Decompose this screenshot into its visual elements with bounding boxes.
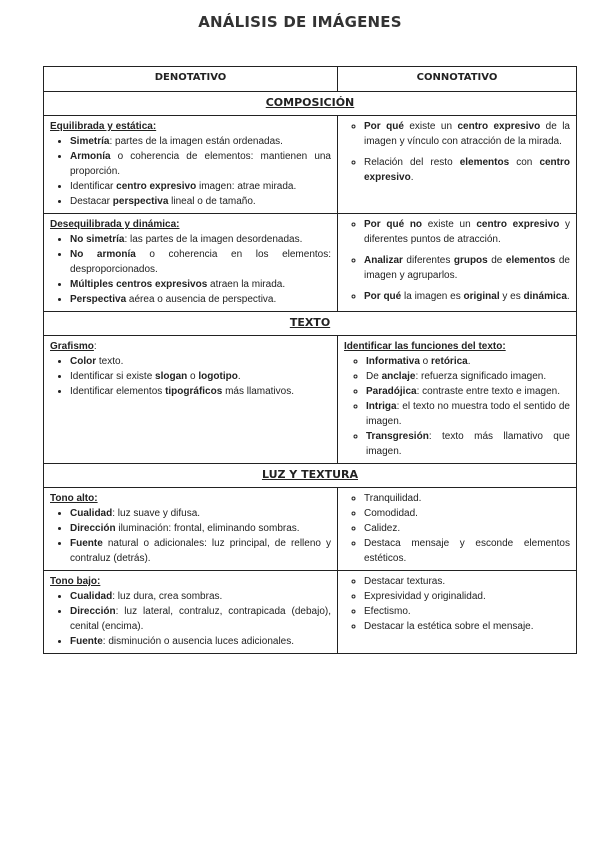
list-item: • Identificar centro expresivo imagen: atrae mirada. xyxy=(70,179,331,194)
list-item: ◦ Comodidad. xyxy=(364,506,570,521)
table-row xyxy=(44,336,577,464)
list-item: • Destacar perspectiva lineal o de tamaño. xyxy=(70,194,331,209)
list-item: ◦ Destacar la estética sobre el mensaje. xyxy=(364,619,570,634)
section-header-texto: TEXTO xyxy=(44,312,577,336)
denotativo-cell-tono-bajo xyxy=(44,571,338,654)
list-item: ◦ De anclaje: refuerza significado imagen. xyxy=(366,369,570,384)
list-item: ◦ Destaca mensaje y esconde elementos estéticos. xyxy=(364,536,570,566)
section-header-luz-textura: LUZ Y TEXTURA xyxy=(44,464,577,488)
list-item: • Fuente natural o adicionales: luz principal, de relleno y contraluz (detrás). xyxy=(70,536,331,566)
column-header-denotativo: DENOTATIVO xyxy=(44,67,338,92)
column-header-row xyxy=(44,67,577,92)
cell-title: Desequilibrada y dinámica: xyxy=(50,219,180,230)
list-item: • Cualidad: luz suave y difusa. xyxy=(70,506,331,521)
list-item: • Fuente: disminución o ausencia luces adicionales. xyxy=(70,634,331,649)
connotativo-cell-desequilibrada xyxy=(338,214,577,312)
cell-title: Equilibrada y estática: xyxy=(50,121,157,132)
column-header-connotativo: CONNOTATIVO xyxy=(338,67,577,92)
analysis-table xyxy=(43,66,577,654)
list-item: ◦ Por qué no existe un centro expresivo y diferentes puntos de atracción. xyxy=(364,217,570,247)
list-item: ◦ Destacar texturas. xyxy=(364,574,570,589)
list-item: • Simetría: partes de la imagen están ordenadas. xyxy=(70,134,331,149)
list-item: ◦ Relación del resto elementos con centro expresivo. xyxy=(364,155,570,185)
list-item: ◦ Expresividad y originalidad. xyxy=(364,589,570,604)
cell-title: Identificar las funciones del texto: xyxy=(344,341,506,352)
list-item: ◦ Tranquilidad. xyxy=(364,491,570,506)
list-item: ◦ Calidez. xyxy=(364,521,570,536)
list-item: • Dirección: luz lateral, contraluz, contrapicada (debajo), cenital (encima). xyxy=(70,604,331,634)
list-item: ◦ Paradójica: contraste entre texto e imagen. xyxy=(366,384,570,399)
list-item: ◦ Por qué existe un centro expresivo de la imagen y vínculo con atracción de la mirada. xyxy=(364,119,570,149)
cell-title: Tono alto: xyxy=(50,493,98,504)
list-item: • Identificar elementos tipográficos más llamativos. xyxy=(70,384,331,399)
denotativo-cell-grafismo: Grafismo: • Color texto. • Identificar si existe slogan o logotipo. • Identificar elementos tipográficos más llamativos. xyxy=(44,336,338,464)
denotativo-cell-equilibrada xyxy=(44,116,338,214)
table-row xyxy=(44,116,577,214)
denotativo-cell-desequilibrada xyxy=(44,214,338,312)
connotativo-cell-tono-bajo xyxy=(338,571,577,654)
list-item: ◦ Por qué la imagen es original y es dinámica. xyxy=(364,289,570,304)
list-item: • Color texto. xyxy=(70,354,331,369)
table-row xyxy=(44,488,577,571)
denotativo-cell-tono-alto xyxy=(44,488,338,571)
table-row xyxy=(44,571,577,654)
list-item: • Dirección iluminación: frontal, eliminando sombras. xyxy=(70,521,331,536)
list-item: • Perspectiva aérea o ausencia de perspectiva. xyxy=(70,292,331,307)
cell-title: Tono bajo: xyxy=(50,576,101,587)
cell-title: Grafismo xyxy=(50,341,94,352)
table-row xyxy=(44,214,577,312)
connotativo-cell-tono-alto xyxy=(338,488,577,571)
list-item: • No armonía o coherencia en los elementos: desproporcionados. xyxy=(70,247,331,277)
list-item: ◦ Efectismo. xyxy=(364,604,570,619)
list-item: • No simetría: las partes de la imagen desordenadas. xyxy=(70,232,331,247)
list-item: ◦ Informativa o retórica. xyxy=(366,354,570,369)
list-item: ◦ Intriga: el texto no muestra todo el sentido de imagen. xyxy=(366,399,570,429)
list-item: • Identificar si existe slogan o logotipo. xyxy=(70,369,331,384)
list-item: • Armonía o coherencia de elementos: mantienen una proporción. xyxy=(70,149,331,179)
list-item: ◦ Transgresión: texto más llamativo que imagen. xyxy=(366,429,570,459)
connotativo-cell-equilibrada xyxy=(338,116,577,214)
list-item: • Múltiples centros expresivos atraen la mirada. xyxy=(70,277,331,292)
list-item: • Cualidad: luz dura, crea sombras. xyxy=(70,589,331,604)
connotativo-cell-funciones xyxy=(338,336,577,464)
list-item: ◦ Analizar diferentes grupos de elementos de imagen y agruparlos. xyxy=(364,253,570,283)
section-header-composicion: COMPOSICIÓN xyxy=(44,92,577,116)
page-title: ANÁLISIS DE IMÁGENES xyxy=(198,13,402,31)
